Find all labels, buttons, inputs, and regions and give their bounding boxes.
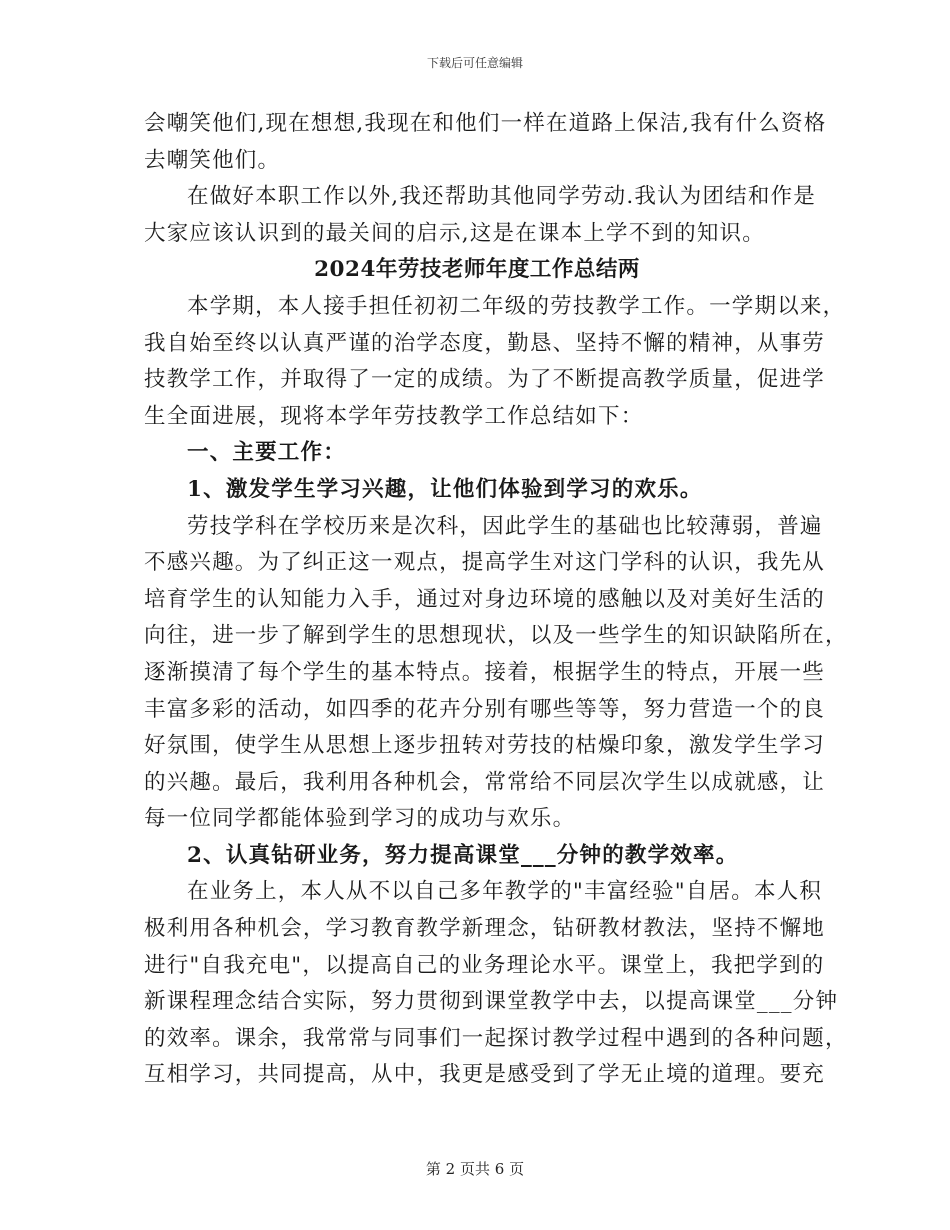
subheading-item-1: 1、激发学生学习兴趣，让他们体验到学习的欢乐。 bbox=[187, 476, 703, 502]
subheading-item-2: 2、认真钻研业务，努力提高课堂___分钟的教学效率。 bbox=[187, 842, 739, 868]
paragraph-line: 劳技学科在学校历来是次科，因此学生的基础也比较薄弱，普遍 bbox=[187, 513, 823, 539]
paragraph-line: 大家应该认识到的最关间的启示,这是在课本上学不到的知识。 bbox=[144, 220, 765, 246]
page-footer: 第 2 页共 6 页 bbox=[425, 1160, 525, 1178]
paragraph-line: 好氛围，使学生从思想上逐步扭转对劳技的枯燥印象，激发学生学习 bbox=[144, 733, 826, 759]
paragraph-line: 逐渐摸清了每个学生的基本特点。接着，根据学生的特点，开展一些 bbox=[144, 659, 826, 685]
paragraph-line: 在业务上，本人从不以自己多年教学的"丰富经验"自居。本人积 bbox=[187, 879, 823, 905]
section-title: 2024年劳技老师年度工作总结两 bbox=[314, 257, 640, 283]
paragraph-line: 向往，进一步了解到学生的思想现状，以及一些学生的知识缺陷所在， bbox=[144, 623, 848, 649]
paragraph-line: 的效率。课余，我常常与同事们一起探讨教学过程中遇到的各种问题， bbox=[144, 1025, 848, 1051]
paragraph-line: 极利用各种机会，学习教育教学新理念，钻研教材教法，坚持不懈地 bbox=[144, 916, 826, 942]
paragraph-line: 生全面进展，现将本学年劳技教学工作总结如下： bbox=[144, 403, 644, 429]
paragraph-line: 会嘲笑他们,现在想想,我现在和他们一样在道路上保洁,我有什么资格 bbox=[144, 111, 827, 136]
page-header: 下载后可任意编辑 bbox=[426, 56, 523, 70]
paragraph-line: 不感兴趣。为了纠正这一观点，提高学生对这门学科的认识，我先从 bbox=[144, 550, 826, 576]
paragraph-line: 本学期，本人接手担任初初二年级的劳技教学工作。一学期以来， bbox=[187, 293, 846, 319]
paragraph-line: 进行"自我充电"，以提高自己的业务理论水平。课堂上，我把学到的 bbox=[144, 952, 825, 978]
paragraph-line: 丰富多彩的活动，如四季的花卉分别有哪些等等，努力营造一个的良 bbox=[144, 696, 826, 722]
document-body bbox=[144, 106, 848, 1094]
paragraph-line: 每一位同学都能体验到学习的成功与欢乐。 bbox=[144, 806, 576, 832]
paragraph-line: 互相学习，共同提高，从中，我更是感受到了学无止境的道理。要充 bbox=[144, 1062, 826, 1088]
paragraph-line: 新课程理念结合实际，努力贯彻到课堂教学中去，以提高课堂___分钟 bbox=[144, 989, 839, 1015]
subheading-main-work: 一、主要工作： bbox=[187, 440, 346, 466]
paragraph-line: 去嘲笑他们。 bbox=[144, 147, 281, 173]
paragraph-line: 技教学工作，并取得了一定的成绩。为了不断提高教学质量，促进学 bbox=[144, 367, 826, 393]
paragraph-line: 我自始至终以认真严谨的治学态度，勤恳、坚持不懈的精神，从事劳 bbox=[144, 330, 826, 356]
paragraph-line: 的兴趣。最后，我利用各种机会，常常给不同层次学生以成就感，让 bbox=[144, 769, 826, 795]
paragraph-line: 在做好本职工作以外,我还帮助其他同学劳动.我认为团结和作是 bbox=[187, 184, 816, 210]
paragraph-line: 培育学生的认知能力入手，通过对身边环境的感触以及对美好生活的 bbox=[144, 586, 826, 612]
